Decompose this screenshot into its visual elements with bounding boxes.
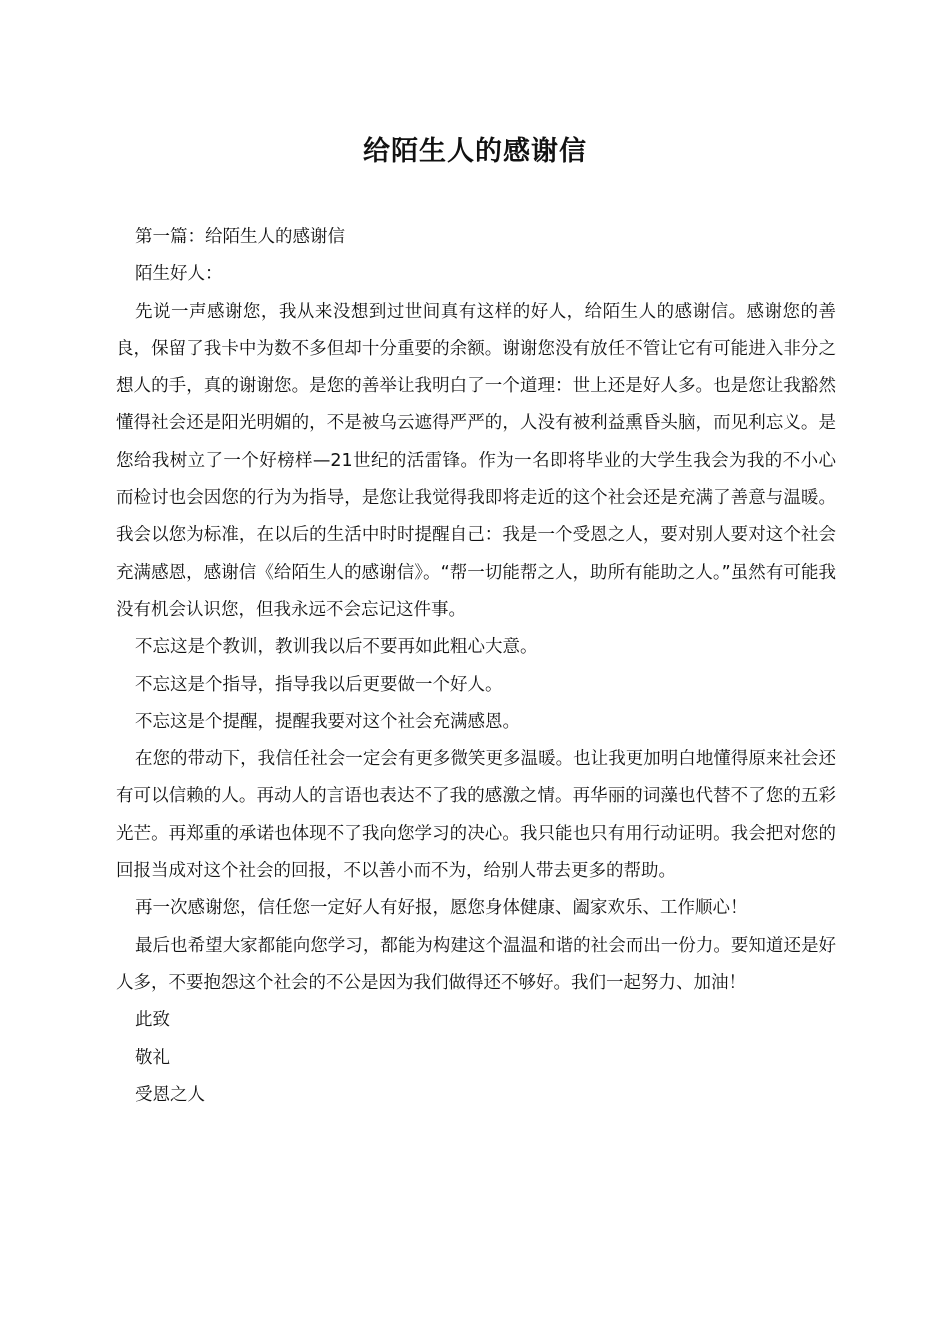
body-paragraph: 不忘这是个提醒，提醒我要对这个社会充满感恩。 <box>135 711 520 732</box>
document-body <box>116 219 836 1114</box>
body-paragraph: 在您的带动下，我信任社会一定会有更多微笑更多温暖。也让我更加明白地懂得原来社会还有可以信赖的人。再动人的言语也表达不了我的感激之情。再华丽的词藻也代替不了您的五彩光芒。再郑重的承诺也体现不了我向您学习的决心。我只能也只有用行动证明。我会把对您的回报当成对这个社会的回报，不以善小而不为，给别人带去更多的帮助。 <box>116 749 836 882</box>
document-title: 给陌生人的感谢信 <box>363 136 587 167</box>
body-paragraph: 最后也希望大家都能向您学习，都能为构建这个温温和谐的社会而出一份力。要知道还是好人多，不要抱怨这个社会的不公是因为我们做得还不够好。我们一起努力、加油！ <box>116 935 836 993</box>
closing-line: 此致 <box>135 1010 170 1031</box>
section-heading: 第一篇：给陌生人的感谢信 <box>135 227 345 247</box>
body-paragraph: 不忘这是个教训，教训我以后不要再如此粗心大意。 <box>135 637 538 658</box>
body-paragraph: 不忘这是个指导，指导我以后更要做一个好人。 <box>135 674 503 695</box>
body-paragraph: 再一次感谢您，信任您一定好人有好报，愿您身体健康、阖家欢乐、工作顺心！ <box>135 898 748 919</box>
salutation: 陌生好人： <box>135 264 223 285</box>
signature: 受恩之人 <box>135 1084 205 1105</box>
closing-regards: 敬礼 <box>135 1047 170 1068</box>
body-paragraph: 先说一声感谢您，我从来没想到过世间真有这样的好人，给陌生人的感谢信。感谢您的善良，保留了我卡中为数不多但却十分重要的余额。谢谢您没有放任不管让它有可能进入非分之想人的手，真的谢谢您。是您的善举让我明白了一个道理：世上还是好人多。也是您让我豁然懂得社会还是阳光明媚的，不是被乌云遮得严严的，人没有被利益熏昏头脑，而见利忘义。是您给我树立了一个好榜样—21世纪的活雷锋。作为一名即将毕业的大学生我会为我的不小心而检讨也会因您的行为为指导，是您让我觉得我即将走近的这个社会还是充满了善意与温暖。我会以您为标准，在以后的生活中时时提醒自己：我是一个受恩之人，要对别人要对这个社会充满感恩，感谢信《给陌生人的感谢信》。“帮一切能帮之人，助所有能助之人。”虽然有可能我没有机会认识您，但我永远不会忘记这件事。 <box>116 301 836 620</box>
